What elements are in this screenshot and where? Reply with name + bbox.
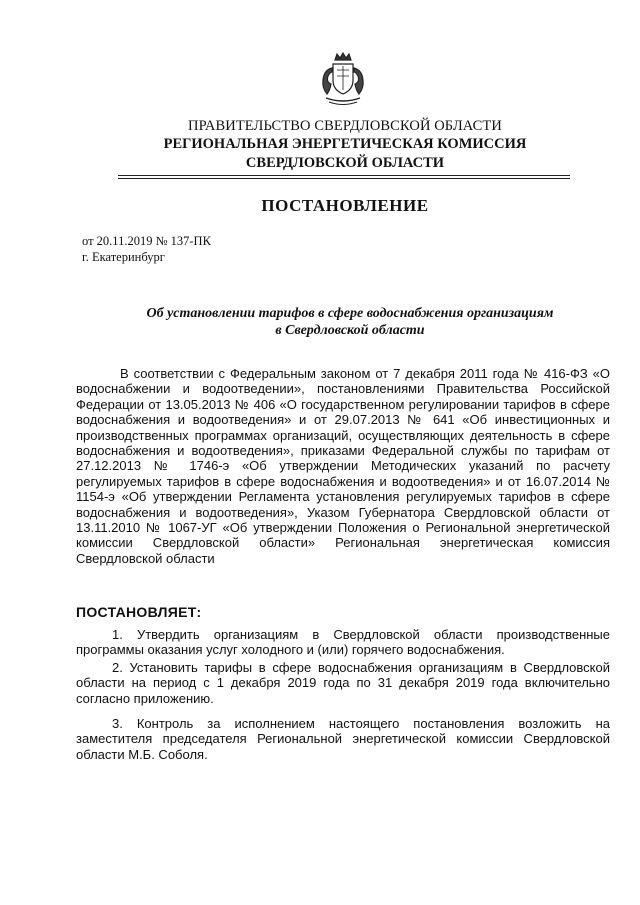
document-subject [100, 305, 600, 339]
commission-name-line2: СВЕРДЛОВСКОЙ ОБЛАСТИ [245, 155, 445, 171]
resolution-item-2: 2. Установить тарифы в сфере водоснабжения организациям в Свердловской области на период с 1 декабря 2019 года по 31 декабря 2019 года включительно согласно приложению. [76, 660, 610, 706]
header-divider-thin [118, 178, 570, 179]
resolves-heading: ПОСТАНОВЛЯЕТ: [76, 604, 202, 620]
document-date-number: от 20.11.2019 № 137-ПК [82, 234, 211, 248]
government-name: ПРАВИТЕЛЬСТВО СВЕРДЛОВСКОЙ ОБЛАСТИ [188, 118, 502, 134]
document-city: г. Екатеринбург [82, 250, 165, 264]
document-type-title: ПОСТАНОВЛЕНИЕ [261, 196, 429, 215]
preamble-paragraph: В соответствии с Федеральным законом от 7 декабря 2011 года № 416-ФЗ «О водоснабжении и водоотведении», постановлениями Правительства Российской Федерации от 13.05.2013 № 406 «О государственном регулировании тарифов в сфере водоснабжения и водоотведения» и от 29.07.2013 № 641 «Об инвестиционных и производственных программах организаций, осуществляющих деятельность в сфере водоснабжения и водоотведения», приказами Федеральной службы по тарифам от 27.12.2013 № 1746-э «Об утверждении Методических указаний по расчету регулируемых тарифов в сфере водоснабжения и водоотведения» и от 16.07.2014 № 1154-э «Об утверждении Регламента установления регулируемых тарифов в сфере водоснабжения и водоотведения», Указом Губернатора Свердловской области от 13.11.2010 № 1067-УГ «Об утверждении Положения о Региональной энергетической комиссии Свердловской области» Региональная энергетическая комиссия Свердловской области [76, 366, 610, 566]
resolution-item-3: 3. Контроль за исполнением настоящего постановления возложить на заместителя председателя Региональной энергетической комиссии Свердловской области М.Б. Соболя. [76, 716, 610, 762]
subject-line2: в Свердловской области [275, 323, 425, 338]
resolution-item-1: 1. Утвердить организациям в Свердловской области производственные программы оказания услуг холодного и (или) горячего водоснабжения. [76, 627, 610, 658]
subject-line1: Об установлении тарифов в сфере водоснабжения организациям [146, 306, 554, 321]
header-divider [118, 175, 570, 176]
commission-name-line1: РЕГИОНАЛЬНАЯ ЭНЕРГЕТИЧЕСКАЯ КОМИССИЯ [163, 136, 527, 152]
coat-of-arms-icon [318, 50, 368, 110]
